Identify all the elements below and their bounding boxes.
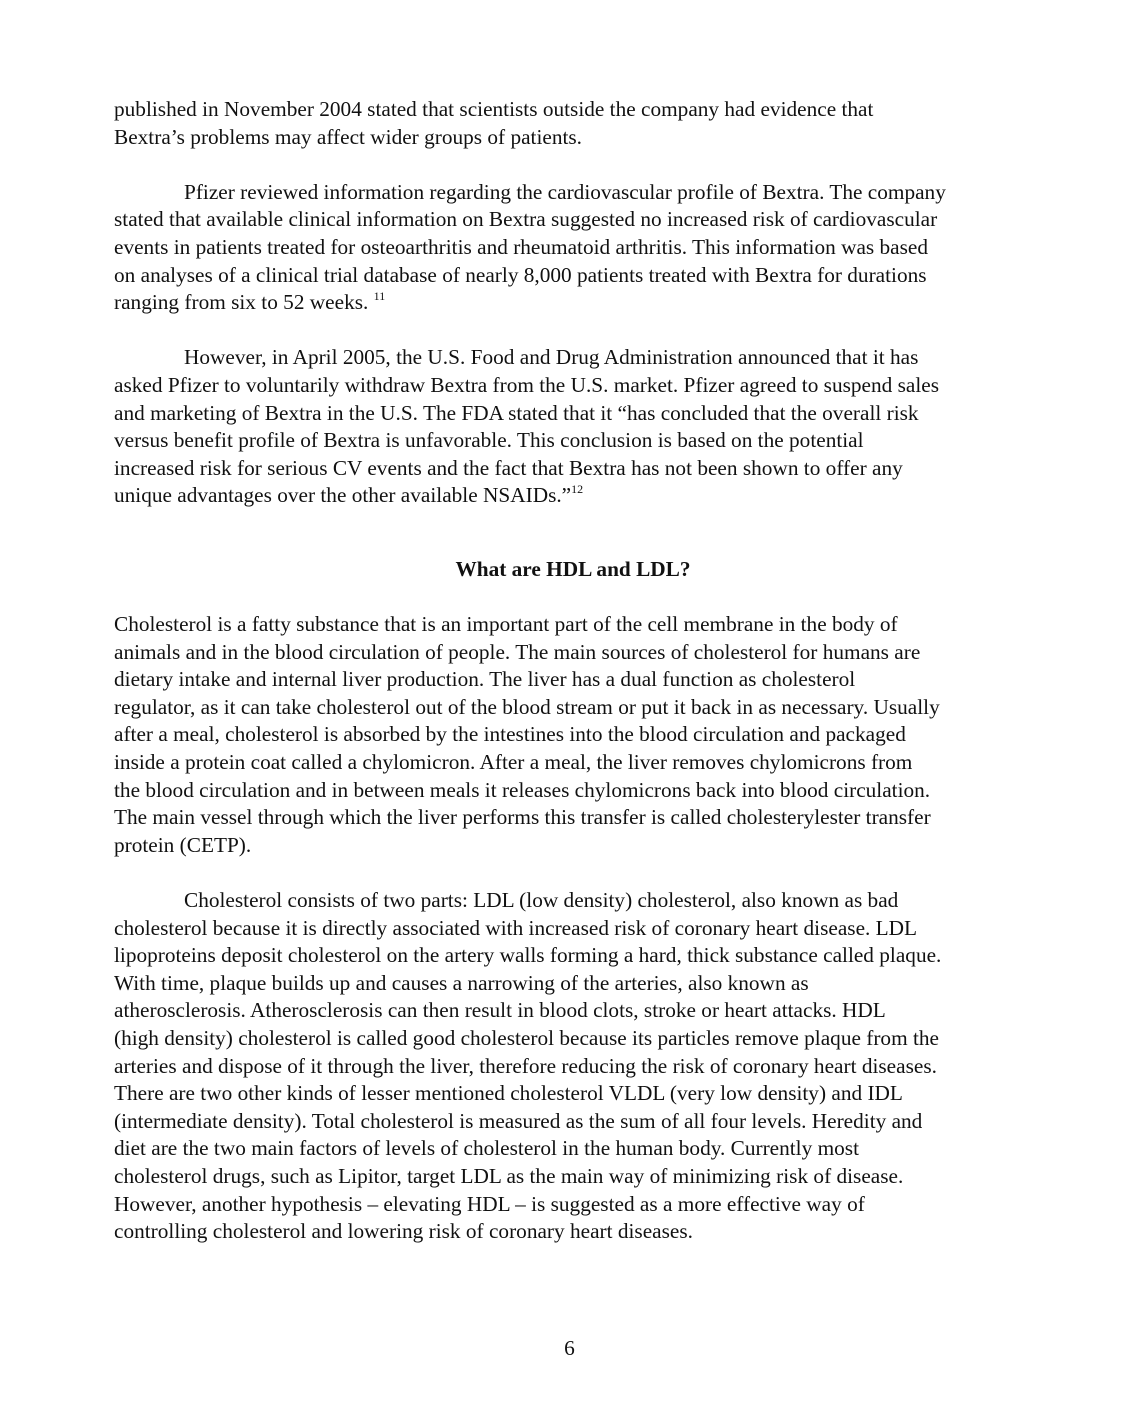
text-line-content: unique advantages over the other available NSAIDs.”	[114, 483, 572, 508]
text-line: animals and in the blood circulation of people. The main sources of cholesterol for humans are	[114, 639, 921, 664]
paragraph-bextra-problems	[114, 96, 1032, 151]
text-line: (intermediate density). Total cholesterol is measured as the sum of all four levels. Heredity and	[114, 1108, 923, 1133]
text-line: However, in April 2005, the U.S. Food and Drug Administration announced that it has	[184, 345, 919, 370]
text-line: Cholesterol consists of two parts: LDL (low density) cholesterol, also known as bad	[184, 888, 899, 913]
footnote-marker-12: 12	[571, 482, 584, 497]
document-page	[114, 96, 1032, 1246]
footnote-marker-11: 11	[373, 289, 386, 304]
text-line: and marketing of Bextra in the U.S. The FDA stated that it “has concluded that the overall risk	[114, 400, 919, 425]
text-line: Cholesterol is a fatty substance that is an important part of the cell membrane in the body of	[114, 612, 898, 637]
text-line: cholesterol drugs, such as Lipitor, target LDL as the main way of minimizing risk of disease.	[114, 1163, 904, 1188]
text-line: lipoproteins deposit cholesterol on the artery walls forming a hard, thick substance called plaque.	[114, 943, 942, 968]
paragraph-ldl-hdl	[114, 887, 1032, 1246]
text-line: Bextra’s problems may affect wider groups of patients.	[114, 124, 583, 149]
section-heading: What are HDL and LDL?	[455, 556, 691, 581]
text-line: dietary intake and internal liver production. The liver has a dual function as cholesterol	[114, 667, 856, 692]
text-line-content: ranging from six to 52 weeks.	[114, 290, 374, 315]
text-line: arteries and dispose of it through the liver, therefore reducing the risk of coronary heart diseases.	[114, 1053, 937, 1078]
text-line: However, another hypothesis – elevating HDL – is suggested as a more effective way of	[114, 1191, 865, 1216]
text-line: after a meal, cholesterol is absorbed by the intestines into the blood circulation and packaged	[114, 722, 906, 747]
paragraph-fda-withdrawal	[114, 344, 1032, 510]
text-line: diet are the two main factors of levels of cholesterol in the human body. Currently most	[114, 1136, 859, 1161]
paragraph-cholesterol-intro	[114, 611, 1032, 859]
text-line: Pfizer reviewed information regarding the cardiovascular profile of Bextra. The company	[184, 179, 946, 204]
text-line: cholesterol because it is directly associated with increased risk of coronary heart disease. LDL	[114, 915, 918, 940]
text-line: asked Pfizer to voluntarily withdraw Bextra from the U.S. market. Pfizer agreed to suspend sales	[114, 372, 940, 397]
text-line: stated that available clinical information on Bextra suggested no increased risk of cardiovascular	[114, 207, 938, 232]
paragraph-pfizer-review	[114, 179, 1032, 317]
text-line: versus benefit profile of Bextra is unfavorable. This conclusion is based on the potential	[114, 428, 864, 453]
text-line: regulator, as it can take cholesterol out of the blood stream or put it back in as necessary. Usually	[114, 694, 940, 719]
text-line	[114, 482, 1032, 510]
text-line: There are two other kinds of lesser mentioned cholesterol VLDL (very low density) and IDL	[114, 1081, 903, 1106]
text-line: inside a protein coat called a chylomicron. After a meal, the liver removes chylomicrons from	[114, 750, 913, 775]
text-line: increased risk for serious CV events and the fact that Bextra has not been shown to offer any	[114, 455, 903, 480]
text-line: controlling cholesterol and lowering risk of coronary heart diseases.	[114, 1219, 693, 1244]
text-line: on analyses of a clinical trial database of nearly 8,000 patients treated with Bextra for durations	[114, 262, 927, 287]
text-line: the blood circulation and in between meals it releases chylomicrons back into blood circulation.	[114, 777, 931, 802]
page-number: 6	[564, 1336, 575, 1360]
text-line: With time, plaque builds up and causes a narrowing of the arteries, also known as	[114, 970, 809, 995]
text-line: The main vessel through which the liver performs this transfer is called cholesterylester transfer	[114, 805, 931, 830]
text-line: atherosclerosis. Atherosclerosis can then result in blood clots, stroke or heart attacks. HDL	[114, 998, 886, 1023]
text-line: protein (CETP).	[114, 832, 252, 857]
text-line: (high density) cholesterol is called good cholesterol because its particles remove plaque from the	[114, 1026, 939, 1050]
text-line	[114, 289, 1032, 317]
text-line: events in patients treated for osteoarthritis and rheumatoid arthritis. This information was based	[114, 234, 929, 259]
text-line: published in November 2004 stated that scientists outside the company had evidence that	[114, 97, 874, 121]
